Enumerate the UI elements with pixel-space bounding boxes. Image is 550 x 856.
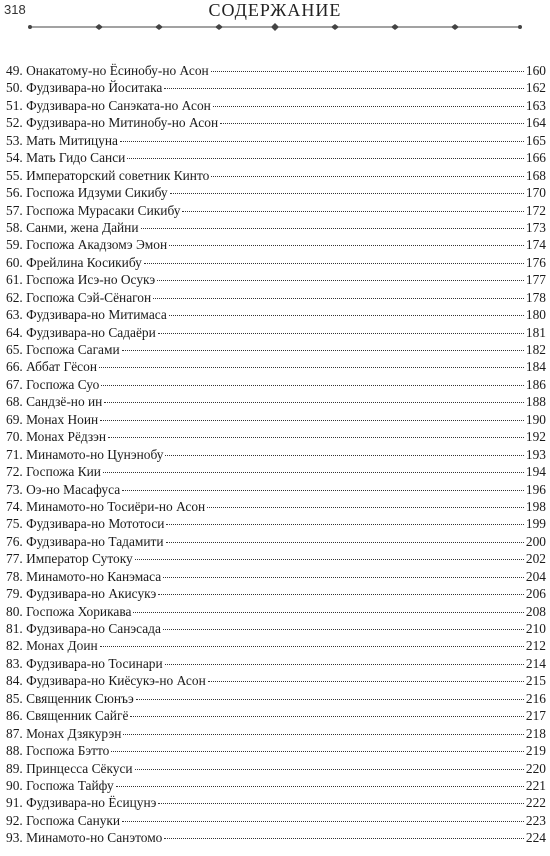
toc-entry-title: 51. Фудзивара-но Санэката-но Асон (6, 97, 211, 113)
toc-entry-title: 62. Госпожа Сэй-Сёнагон (6, 289, 152, 305)
toc-entry-title: 59. Госпожа Акадзомэ Эмон (6, 237, 168, 253)
toc-entry (6, 202, 546, 219)
dot-leader (165, 663, 524, 665)
toc-entry-page: 176 (525, 254, 546, 270)
dot-leader (157, 279, 524, 281)
dot-leader (163, 576, 524, 578)
toc-entry-title: 93. Минамото-но Санэтомо (6, 830, 163, 846)
toc-entry (6, 428, 546, 445)
dot-leader (122, 820, 524, 822)
toc-entry-title: 66. Аббат Гёсон (6, 359, 97, 375)
toc-entry (6, 358, 546, 375)
toc-entry-page: 215 (525, 673, 546, 689)
toc-entry (6, 306, 546, 323)
toc-entry (6, 637, 546, 654)
toc-entry-title: 56. Госпожа Идзуми Сикибу (6, 185, 168, 201)
toc-entry-page: 200 (525, 533, 546, 549)
toc-entry-title: 75. Фудзивара-но Мототоси (6, 516, 165, 532)
toc-entry-page: 182 (525, 342, 546, 357)
toc-entry-title: 52. Фудзивара-но Митинобу-но Асон (6, 115, 219, 131)
toc-entry-page: 177 (525, 272, 546, 288)
toc-entry-title: 67. Госпожа Суо (6, 376, 100, 392)
toc-entry-page: 208 (525, 603, 546, 619)
dot-leader (104, 401, 524, 403)
dot-leader (133, 611, 523, 613)
toc-entry-title: 58. Санми, жена Дайни (6, 219, 139, 235)
toc-entry (6, 446, 546, 463)
toc-entry (6, 794, 546, 811)
toc-entry (6, 236, 546, 253)
toc-entry (6, 655, 546, 672)
toc-entry-page: 162 (525, 80, 546, 96)
dot-leader (211, 70, 524, 72)
dot-leader (116, 785, 524, 787)
dot-leader (158, 593, 524, 595)
dot-leader (101, 384, 524, 386)
dot-leader (207, 506, 524, 508)
toc-entry (6, 725, 546, 742)
toc-entry-page: 173 (525, 219, 546, 235)
toc-entry (6, 393, 546, 410)
dot-leader (165, 454, 523, 456)
toc-entry-title: 88. Госпожа Бэтто (6, 743, 110, 759)
toc-entry (6, 219, 546, 236)
toc-entry-page: 170 (525, 185, 546, 201)
toc-entry-title: 78. Минамото-но Канэмаса (6, 568, 162, 584)
dot-leader (135, 768, 524, 770)
dot-leader (127, 157, 524, 159)
toc-entry-page: 164 (525, 115, 546, 131)
toc-entry-page: 163 (525, 97, 546, 113)
dot-leader (158, 802, 523, 804)
toc-entry (6, 271, 546, 288)
toc-entry (6, 812, 546, 829)
toc-entry-title: 92. Госпожа Сануки (6, 812, 121, 828)
dot-leader (103, 471, 524, 473)
toc-entry-title: 76. Фудзивара-но Тадамити (6, 533, 164, 549)
toc-entry-page: 168 (525, 167, 546, 183)
dot-leader (182, 210, 523, 212)
toc-entry-title: 86. Священник Сайгё (6, 708, 129, 724)
toc-entry-title: 70. Монах Рёдзэн (6, 429, 107, 445)
toc-entry-title: 71. Минамото-но Цунэнобу (6, 446, 164, 462)
toc-entry (6, 481, 546, 498)
dot-leader (169, 314, 524, 316)
toc-entry (6, 515, 546, 532)
toc-entry (6, 132, 546, 149)
dot-leader (99, 366, 524, 368)
ornament-rule (0, 20, 550, 34)
toc-entry-page: 210 (525, 621, 546, 636)
toc-entry-page: 219 (525, 743, 546, 759)
dot-leader (123, 733, 524, 735)
toc-entry-page: 206 (525, 586, 546, 602)
toc-entry (6, 585, 546, 602)
toc-entry-page: 199 (525, 516, 546, 532)
toc-entry (6, 376, 546, 393)
dot-leader (208, 680, 524, 682)
toc-entry-title: 79. Фудзивара-но Акисукэ (6, 586, 157, 602)
toc-entry-page: 214 (525, 655, 546, 671)
dot-leader (166, 523, 523, 525)
toc-entry-page: 223 (525, 812, 546, 828)
dot-leader (122, 349, 524, 351)
page-header (0, 0, 550, 30)
dot-leader (100, 645, 524, 647)
toc-entry (6, 777, 546, 794)
toc-entry (6, 707, 546, 724)
toc-entry-page: 174 (525, 237, 546, 253)
toc-entry-title: 69. Монах Ноин (6, 411, 99, 427)
toc-entry-title: 74. Минамото-но Тосиёри-но Асон (6, 498, 206, 514)
toc-entry-title: 61. Госпожа Исэ-но Осукэ (6, 272, 156, 288)
toc-entry-title: 72. Госпожа Кии (6, 464, 101, 480)
dot-leader (170, 192, 524, 194)
dot-leader (213, 105, 524, 107)
dot-leader (164, 87, 524, 89)
toc-entry (6, 603, 546, 620)
toc-entry-page: 190 (525, 411, 546, 427)
toc-entry (6, 167, 546, 184)
toc-entry (6, 341, 546, 358)
toc-entry-page: 216 (525, 690, 546, 706)
dot-leader (163, 628, 524, 630)
dot-leader (141, 227, 524, 229)
toc-entry-title: 81. Фудзивара-но Санэсада (6, 621, 161, 636)
toc-entry-page: 212 (525, 638, 546, 654)
toc-entry-page: 194 (525, 464, 546, 480)
toc-entry-page: 172 (525, 202, 546, 218)
toc-entry (6, 690, 546, 707)
toc-entry-page: 220 (525, 760, 546, 776)
toc-entry-title: 89. Принцесса Сёкуси (6, 760, 133, 776)
dot-leader (153, 297, 524, 299)
toc-entry-page: 166 (525, 150, 546, 166)
toc-entry (6, 550, 546, 567)
toc-entry-title: 64. Фудзивара-но Садаёри (6, 324, 156, 340)
dot-leader (100, 419, 524, 421)
toc-entry-title: 68. Сандзё-но ин (6, 394, 103, 410)
toc-entry-title: 54. Мать Гидо Санси (6, 150, 126, 166)
toc-entry (6, 533, 546, 550)
toc-entry-page: 181 (525, 324, 546, 340)
toc-entry (6, 114, 546, 131)
toc-entry-page: 186 (525, 376, 546, 392)
toc-entry-title: 50. Фудзивара-но Йоситака (6, 80, 163, 96)
toc-entry-title: 65. Госпожа Сагами (6, 342, 120, 357)
toc-entry (6, 149, 546, 166)
dot-leader (136, 698, 524, 700)
toc-entry-title: 91. Фудзивара-но Ёсицунэ (6, 795, 157, 811)
dot-leader (220, 122, 524, 124)
dot-leader (158, 332, 524, 334)
toc-entry (6, 568, 546, 585)
toc-entry-title: 82. Монах Доин (6, 638, 98, 654)
dot-leader (120, 140, 524, 142)
toc-entry (6, 411, 546, 428)
toc-entry (6, 254, 546, 271)
page-number: 318 (4, 2, 26, 17)
toc-entry (6, 79, 546, 96)
dot-leader (111, 750, 524, 752)
toc-entry-title: 73. Оэ-но Масафуса (6, 481, 121, 497)
toc-entry-page: 198 (525, 498, 546, 514)
running-title: СОДЕРЖАНИЕ (208, 0, 342, 20)
toc-entry (6, 463, 546, 480)
toc-entry-page: 222 (525, 795, 546, 811)
toc-entry (6, 324, 546, 341)
toc-entry-title: 49. Онакатому-но Ёсинобу-но Асон (6, 63, 209, 78)
toc-entry-title: 85. Священник Сюнъэ (6, 690, 134, 706)
toc-entry-page: 192 (525, 429, 546, 445)
toc-entry-title: 63. Фудзивара-но Митимаса (6, 307, 167, 323)
toc-entry (6, 289, 546, 306)
toc-entry-page: 188 (525, 394, 546, 410)
toc-entry-page: 196 (525, 481, 546, 497)
dot-leader (130, 715, 524, 717)
dot-leader (108, 436, 524, 438)
toc-entry (6, 97, 546, 114)
toc-entry (6, 829, 546, 846)
toc-entry-page: 180 (525, 307, 546, 323)
toc-entry-page: 218 (525, 725, 546, 741)
toc-entry-page: 221 (525, 777, 546, 793)
dot-leader (144, 262, 524, 264)
toc-entry-title: 84. Фудзивара-но Киёсукэ-но Асон (6, 673, 206, 689)
toc-entry-page: 193 (525, 446, 546, 462)
dot-leader (135, 558, 524, 560)
toc-entry-page: 217 (525, 708, 546, 724)
dot-leader (211, 175, 524, 177)
dot-leader (122, 489, 524, 491)
toc-entry-title: 87. Монах Дзякурэн (6, 725, 122, 741)
toc-entry-page: 165 (525, 132, 546, 148)
toc-entry-title: 77. Император Сутоку (6, 551, 133, 567)
toc-entry (6, 672, 546, 689)
toc-entry (6, 742, 546, 759)
toc-entry-page: 202 (525, 551, 546, 567)
table-of-contents (6, 62, 546, 847)
toc-entry (6, 62, 546, 79)
toc-entry-title: 53. Мать Митицуна (6, 132, 118, 148)
toc-entry-title: 83. Фудзивара-но Тосинари (6, 655, 163, 671)
toc-entry-title: 60. Фрейлина Косикибу (6, 254, 142, 270)
toc-entry-title: 57. Госпожа Мурасаки Сикибу (6, 202, 181, 218)
toc-entry-page: 184 (525, 359, 546, 375)
toc-entry-page: 178 (525, 289, 546, 305)
toc-entry-page: 224 (525, 830, 546, 846)
toc-entry (6, 760, 546, 777)
toc-entry (6, 620, 546, 637)
toc-entry-page: 204 (525, 568, 546, 584)
dot-leader (166, 541, 524, 543)
dot-leader (169, 244, 524, 246)
toc-entry-title: 80. Госпожа Хорикава (6, 603, 132, 619)
toc-entry-title: 55. Императорский советник Кинто (6, 167, 210, 183)
toc-entry-page: 160 (525, 63, 546, 78)
toc-entry (6, 498, 546, 515)
dot-leader (164, 837, 524, 839)
toc-entry-title: 90. Госпожа Тайфу (6, 777, 114, 793)
toc-entry (6, 184, 546, 201)
